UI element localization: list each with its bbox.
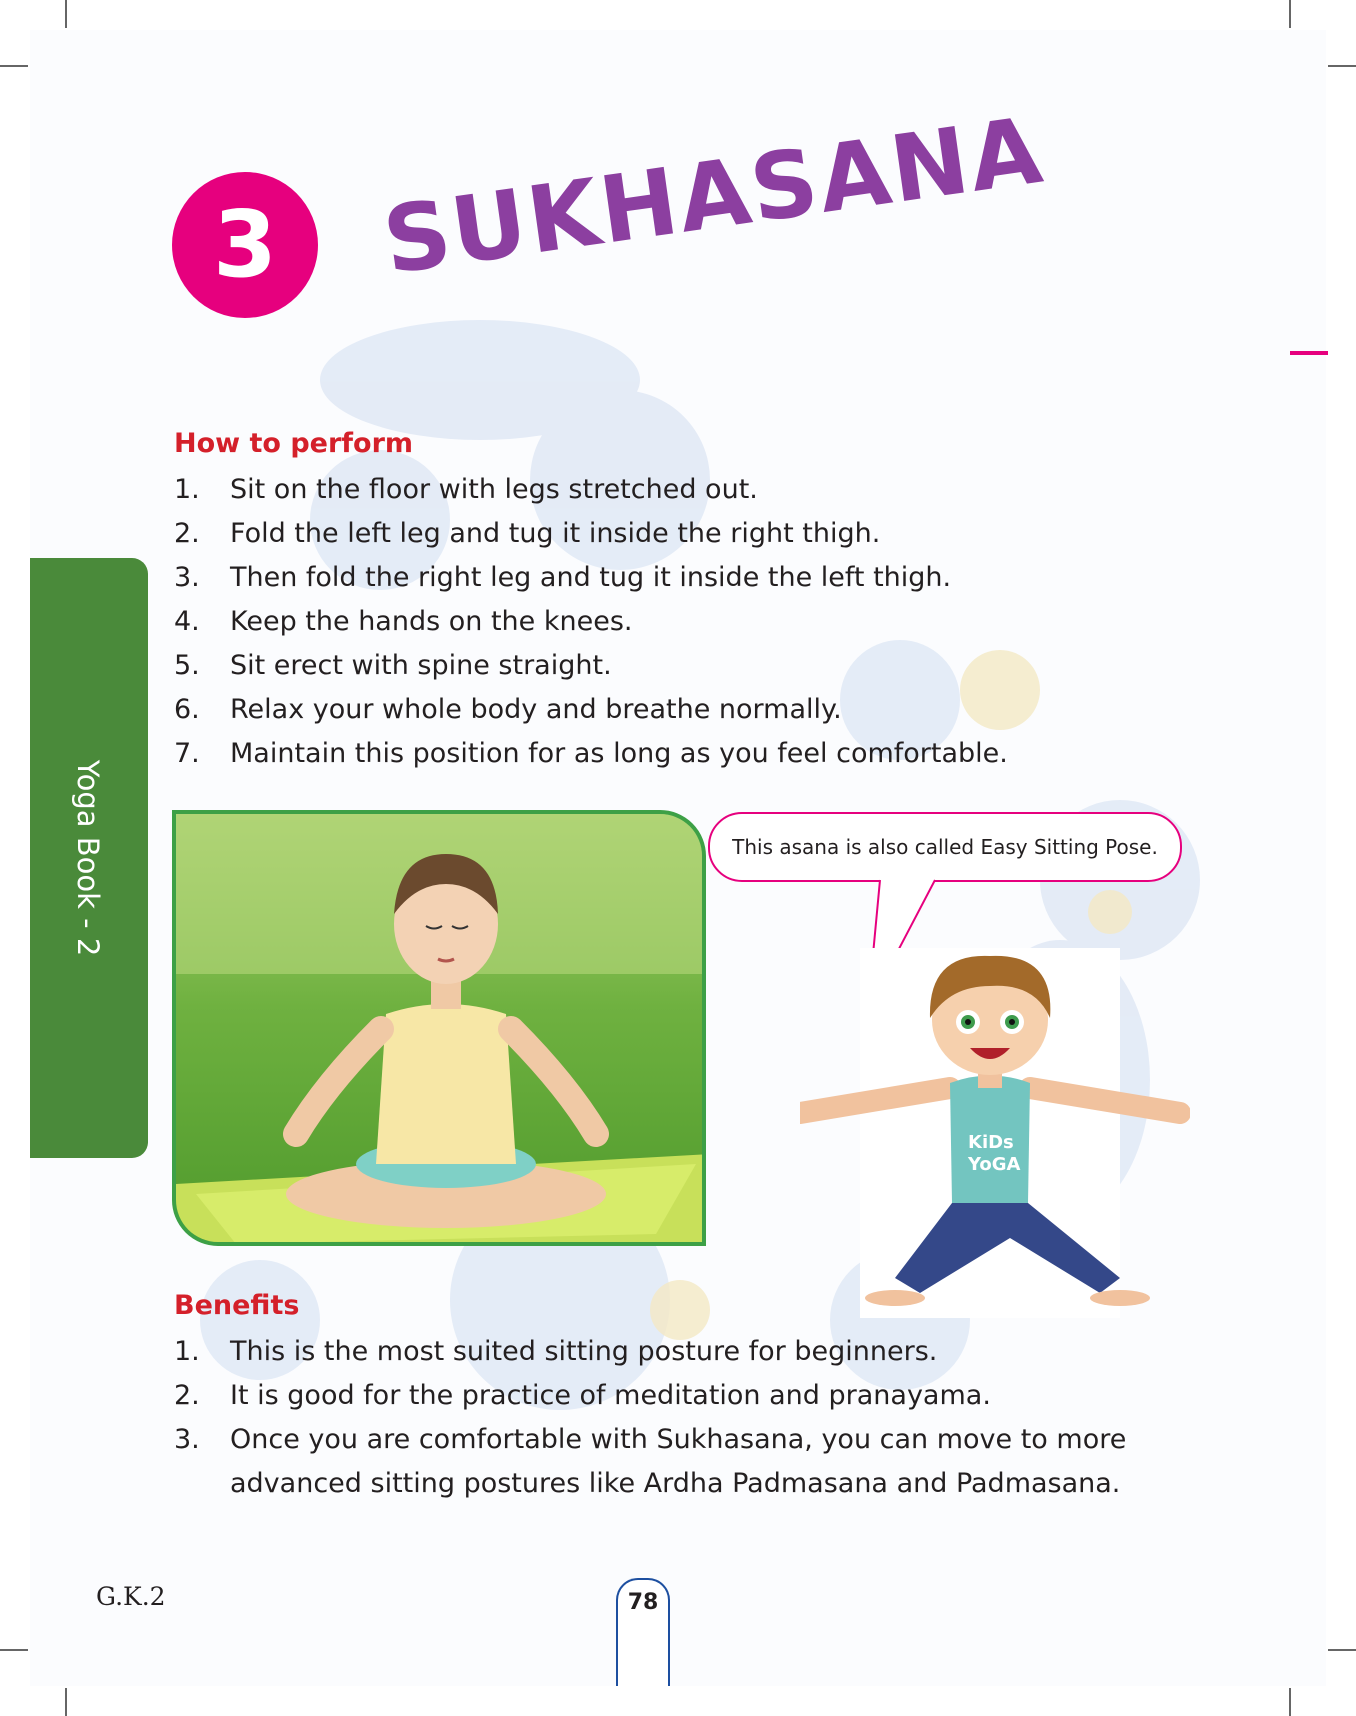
shirt-text: YoGA [968,1154,1021,1175]
step-number: 2. [174,518,200,549]
benefit-number: 1. [174,1336,200,1367]
step-number: 6. [174,694,200,725]
step-number: 3. [174,562,200,593]
how-to-heading: How to perform [174,428,414,459]
step-text: Sit on the floor with legs stretched out. [230,474,758,505]
step-text: Keep the hands on the knees. [230,606,633,637]
side-tab-label: Yoga Book - 2 [71,759,105,957]
shirt-text: KiDs [968,1132,1014,1153]
step-text: Relax your whole body and breathe normally. [230,694,842,725]
speech-bubble-text: This asana is also called Easy Sitting Pose. [732,835,1158,859]
step-number: 7. [174,738,200,769]
benefits-heading: Benefits [174,1290,300,1321]
step-number: 1. [174,474,200,505]
chapter-number-badge: 3 [172,172,318,318]
benefit-text: Once you are comfortable with Sukhasana, you can move to more advanced sitting postures like Ardha Padmasana and Padmasana. [230,1424,1127,1499]
step-text: Sit erect with spine straight. [230,650,612,681]
benefit-number: 2. [174,1380,200,1411]
step-number: 5. [174,650,200,681]
step-text: Then fold the right leg and tug it inside the left thigh. [230,562,952,593]
footer-book-code: G.K.2 [96,1582,166,1611]
benefit-number: 3. [174,1424,200,1455]
benefit-text: This is the most suited sitting posture for beginners. [230,1336,938,1367]
girl-sitting-illustration [176,814,706,1246]
chapter-title: SUKHASANA [377,96,1050,296]
step-text: Maintain this position for as long as you feel comfortable. [230,738,1008,769]
speech-bubble [708,812,1182,882]
meditation-photo [172,810,706,1246]
step-number: 4. [174,606,200,637]
cartoon-kid-illustration [800,948,1190,1318]
margin-marker [1290,351,1328,355]
page-number-tab [616,1578,670,1686]
benefit-text: It is good for the practice of meditation and pranayama. [230,1380,991,1411]
step-text: Fold the left leg and tug it inside the right thigh. [230,518,881,549]
page-number: 78 [627,1590,659,1615]
kid-figure [800,948,1190,1318]
